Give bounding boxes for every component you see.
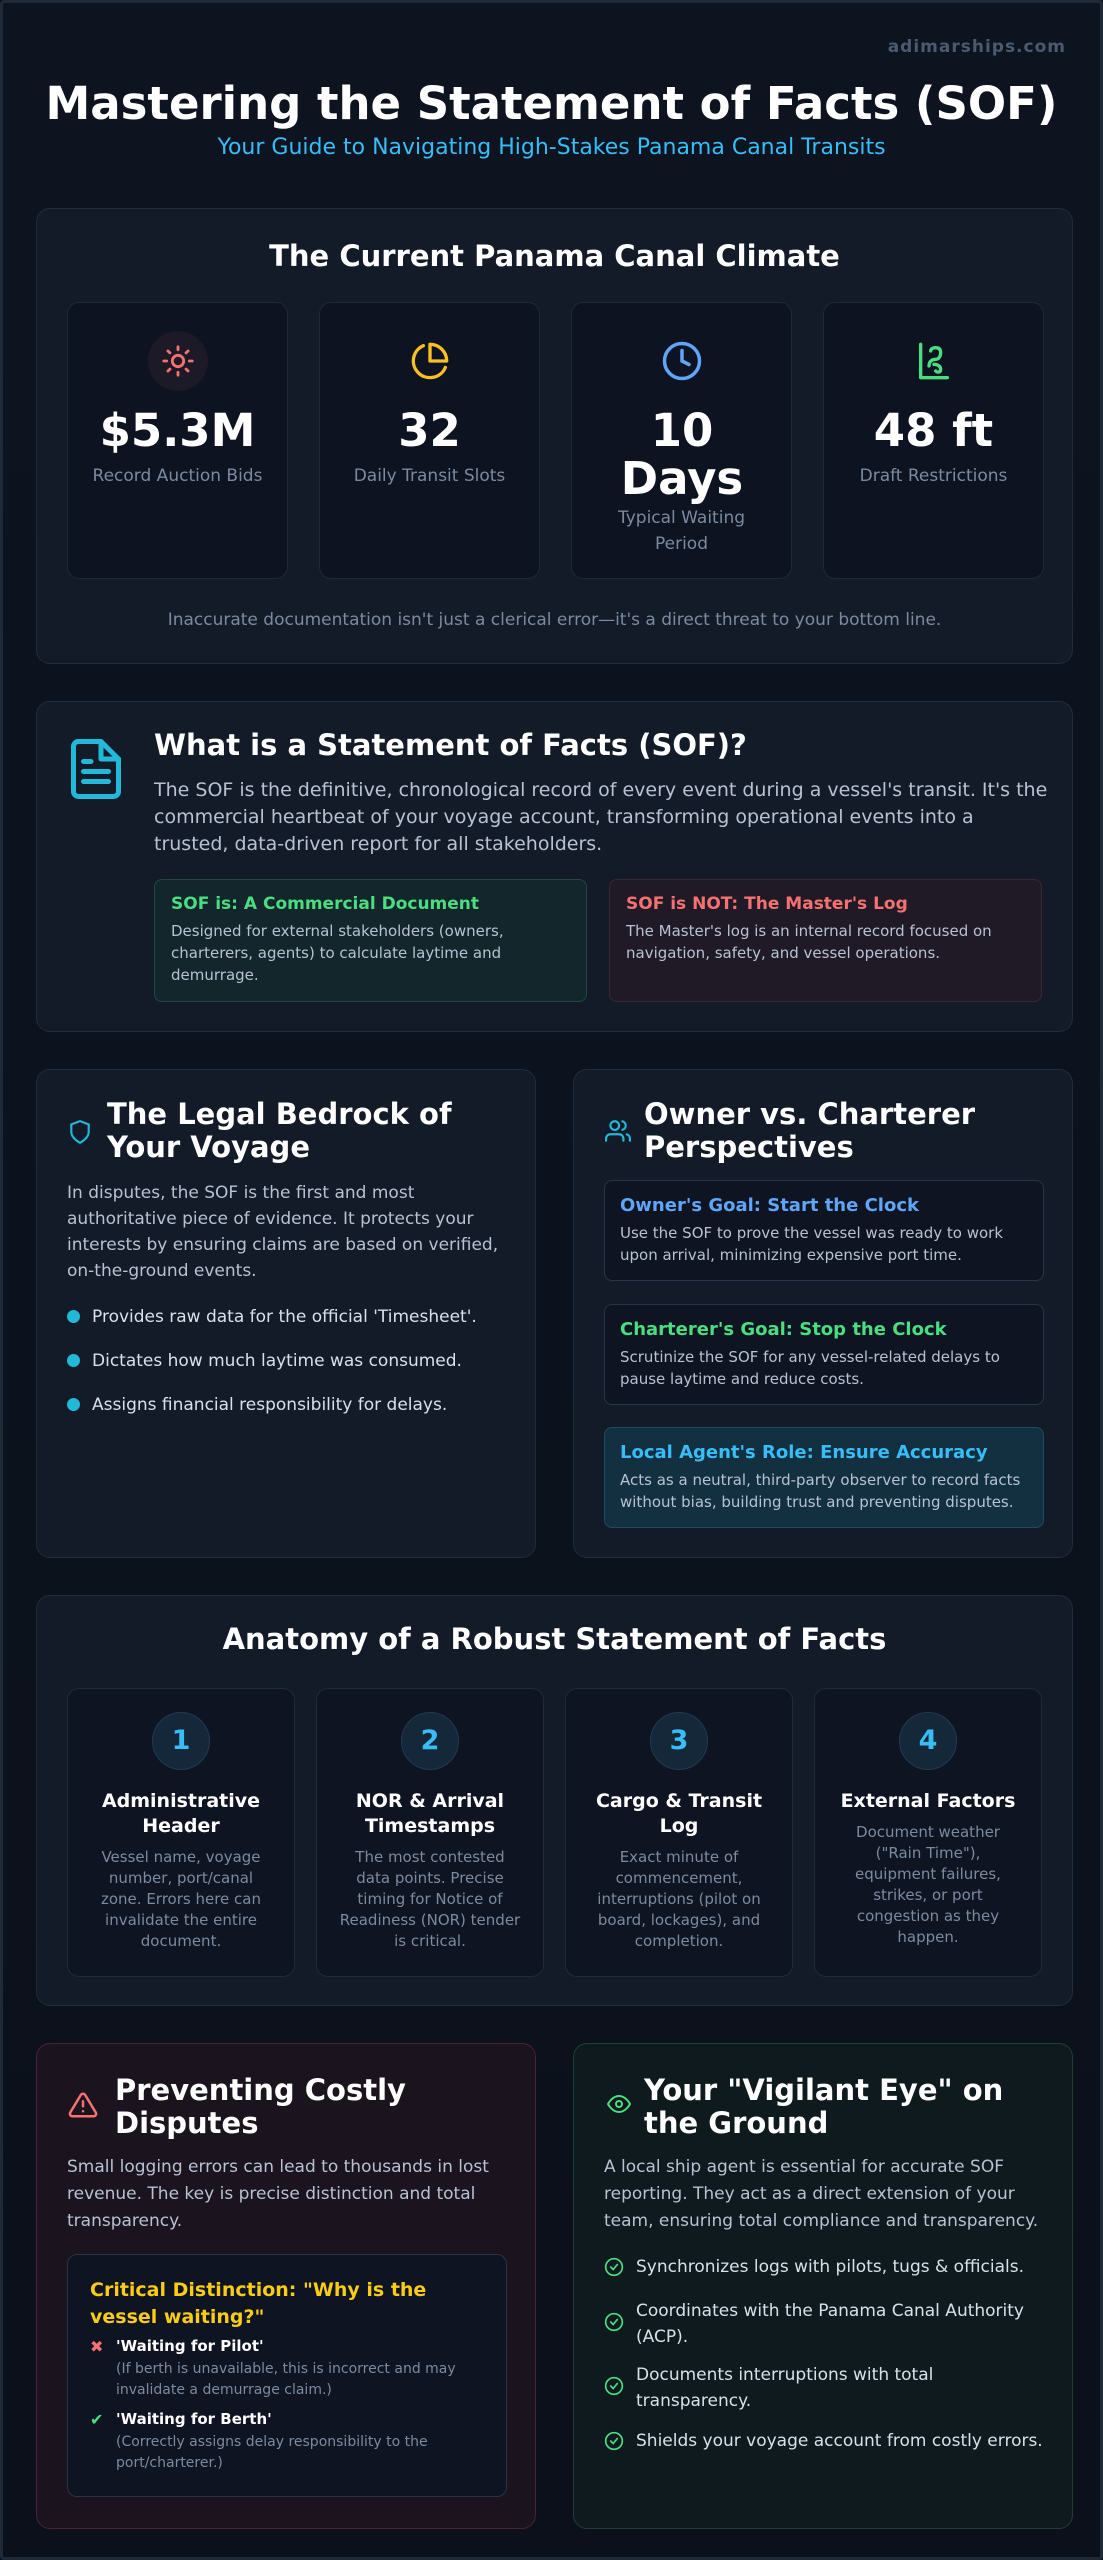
check-circle-icon (604, 2312, 624, 2340)
perspectives-title: Owner vs. Charterer Perspectives (644, 1097, 976, 1164)
step-body: Exact minute of commencement, interruptions (pilot on board, lockages), and completion. (597, 1848, 761, 1950)
climate-panel (36, 208, 1073, 664)
sof-not-title: SOF is NOT: The Master's Log (626, 894, 908, 914)
check-icon: ✔ (90, 2410, 104, 2429)
step-number: 2 (401, 1712, 459, 1770)
document-icon (71, 738, 121, 804)
clock-icon (652, 331, 712, 391)
bullet-icon (67, 1310, 80, 1323)
step-number: 4 (899, 1712, 957, 1770)
climate-note: Inaccurate documentation isn't just a clerical error—it's a direct threat to your bottom line. (167, 610, 942, 630)
check-circle-icon (604, 2376, 624, 2404)
step-title: Administrative Header (101, 1790, 261, 1837)
eye-icon (604, 2092, 634, 2120)
stat-card-auction (67, 302, 288, 579)
charterer-goal-title: Charterer's Goal: Stop the Clock (620, 1319, 947, 1340)
anatomy-step (565, 1688, 793, 1977)
stat-card-slots (319, 302, 540, 579)
correct-explanation: (Correctly assigns delay responsibility to the port/charterer.) (116, 2434, 428, 2471)
step-title: Cargo & Transit Log (595, 1790, 763, 1837)
sof-not-box (609, 879, 1042, 1002)
stat-value: 48 ft (873, 404, 994, 457)
climate-title: The Current Panama Canal Climate (269, 239, 840, 273)
anatomy-title: Anatomy of a Robust Statement of Facts (222, 1622, 887, 1656)
anchor-icon (904, 331, 964, 391)
step-title: External Factors (840, 1790, 1016, 1812)
list-item: Provides raw data for the official 'Timesheet'. (67, 1307, 477, 1327)
pie-chart-icon (400, 331, 460, 391)
vigilant-panel: Your "Vigilant Eye" on the Ground A local ship agent is essential for accurate SOF reporting. They act as a direct extension of your team, ensuring total compliance and transparency. Synchronizes logs with pilots, tugs & officials. Coordinates with the Panama Canal Authority (ACP). Documents interruptions with total transparency. Shields your voyage account from costly errors. (573, 2043, 1073, 2529)
disputes-title: Preventing Costly Disputes (115, 2073, 406, 2140)
shield-icon (67, 1118, 93, 1150)
owner-goal-title: Owner's Goal: Start the Clock (620, 1195, 919, 1216)
owner-goal-box (604, 1180, 1044, 1281)
disputes-description: Small logging errors can lead to thousands in lost revenue. The key is precise distinction and total transparency. (67, 2157, 489, 2231)
step-body: The most contested data points. Precise timing for Notice of Readiness (NOR) tender is critical. (339, 1848, 521, 1950)
anatomy-step (67, 1688, 295, 1977)
owner-goal-body: Use the SOF to prove the vessel was ready to work upon arrival, minimizing expensive port time. (620, 1224, 1004, 1264)
disputes-panel (36, 2043, 536, 2529)
agent-role-box (604, 1427, 1044, 1528)
sof-definition-panel (36, 701, 1073, 1032)
stat-label: Daily Transit Slots (353, 466, 506, 486)
check-circle-icon (604, 2257, 624, 2285)
perspectives-panel (573, 1069, 1073, 1558)
stat-label: Typical Waiting Period (617, 508, 746, 554)
sof-is-body: Designed for external stakeholders (owners, charterers, agents) to calculate laytime and demurrage. (171, 922, 504, 984)
list-item: Assigns financial responsibility for delays. (67, 1395, 447, 1415)
warning-icon (67, 2090, 99, 2124)
critical-distinction-box (67, 2254, 507, 2497)
incorrect-explanation: (If berth is unavailable, this is incorrect and may invalidate a demurrage claim.) (116, 2361, 456, 2398)
site-domain[interactable]: adimarships.com (887, 37, 1066, 57)
sof-not-body: The Master's log is an internal record focused on navigation, safety, and vessel operations. (626, 922, 992, 962)
charterer-goal-body: Scrutinize the SOF for any vessel-related delays to pause laytime and reduce costs. (620, 1348, 1000, 1388)
legal-panel (36, 1069, 536, 1558)
step-number: 1 (152, 1712, 210, 1770)
incorrect-label: 'Waiting for Pilot' (116, 2337, 264, 2355)
legal-title: The Legal Bedrock of Your Voyage (107, 1097, 452, 1164)
critical-title: Critical Distinction: "Why is the vessel waiting?" (90, 2279, 427, 2328)
legal-description: In disputes, the SOF is the first and most authoritative piece of evidence. It protects your interests by ensuring claims are based on verified, on-the-ground events. (67, 1183, 499, 1281)
list-item: Dictates how much laytime was consumed. (67, 1351, 462, 1371)
step-title: NOR & Arrival Timestamps (355, 1790, 505, 1837)
bullet-icon (67, 1398, 80, 1411)
sof-title: What is a Statement of Facts (SOF)? (154, 728, 747, 762)
anatomy-step (316, 1688, 544, 1977)
sof-is-box (154, 879, 587, 1002)
vigilant-title: Your "Vigilant Eye" on the Ground (644, 2073, 1004, 2140)
agent-role-title: Local Agent's Role: Ensure Accuracy (620, 1442, 988, 1463)
users-icon (604, 1118, 632, 1148)
sof-description: The SOF is the definitive, chronological record of every event during a vessel's transit. It's the commercial heartbeat of your voyage account, transforming operational events into a trusted, data-driven report for all stakeholders. (154, 779, 1048, 855)
charterer-goal-box (604, 1304, 1044, 1405)
agent-role-body: Acts as a neutral, third-party observer to record facts without bias, building trust and preventing disputes. (620, 1471, 1021, 1511)
correct-label: 'Waiting for Berth' (116, 2410, 272, 2428)
stat-label: Record Auction Bids (92, 466, 263, 486)
stat-card-draft (823, 302, 1044, 579)
step-body: Document weather ("Rain Time"), equipment failures, strikes, or port congestion as they happen. (855, 1823, 1001, 1946)
vigilant-description: A local ship agent is essential for accurate SOF reporting. They act as a direct extension of your team, ensuring total compliance and transparency. (604, 2157, 1039, 2231)
stat-label: Draft Restrictions (859, 466, 1008, 486)
stat-card-waiting (571, 302, 792, 579)
anatomy-step (814, 1688, 1042, 1977)
anatomy-panel (36, 1595, 1073, 2006)
bullet-icon (67, 1354, 80, 1367)
sun-icon (148, 331, 208, 391)
stat-value: 32 (398, 404, 461, 457)
stat-value: $5.3M (99, 404, 256, 457)
sof-is-title: SOF is: A Commercial Document (171, 894, 480, 914)
page-subtitle: Your Guide to Navigating High-Stakes Panama Canal Transits (217, 135, 886, 160)
step-body: Vessel name, voyage number, port/canal zone. Errors here can invalidate the entire document. (101, 1848, 261, 1950)
check-circle-icon (604, 2431, 624, 2459)
page-title: Mastering the Statement of Facts (SOF) (45, 77, 1058, 130)
cross-icon: ✖ (90, 2337, 104, 2356)
stat-value: 10 Days (620, 404, 744, 505)
step-number: 3 (650, 1712, 708, 1770)
